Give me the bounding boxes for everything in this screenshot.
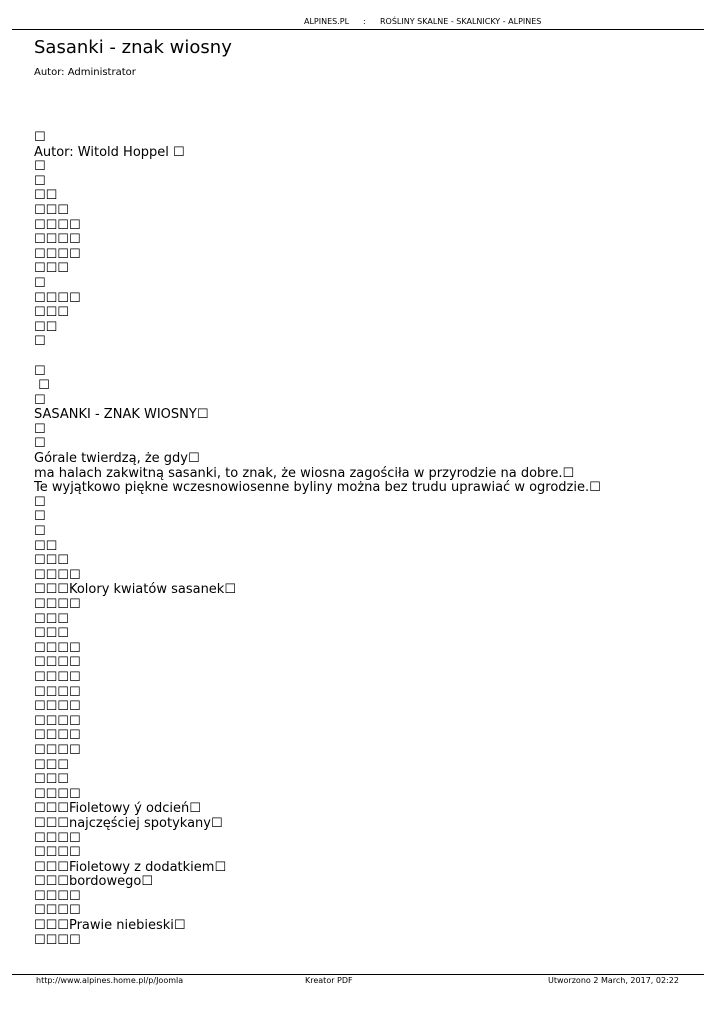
article-body	[34, 131, 704, 948]
body-line: ☐☐☐Prawie niebieski☐	[34, 918, 186, 934]
body-line: ma halach zakwitną sasanki, to znak, że wiosna zagościła w przyrodzie na dobre.☐	[34, 465, 575, 481]
body-line: ☐☐☐☐	[34, 903, 81, 919]
body-line: ☐☐☐☐	[34, 567, 81, 583]
body-line: ☐☐☐	[34, 553, 69, 569]
body-line: ☐☐☐	[34, 202, 69, 218]
body-line: ☐☐☐☐	[34, 232, 81, 248]
article-title: Sasanki - znak wiosny	[34, 37, 232, 58]
header-section-name: ROŚLINY SKALNE - SKALNICKY - ALPINES	[380, 17, 542, 26]
footer-url: http://www.alpines.home.pl/p/Joomla	[36, 976, 184, 985]
body-line: ☐	[34, 159, 46, 175]
footer-generator: Kreator PDF	[305, 976, 353, 985]
body-line: ☐☐☐☐	[34, 217, 81, 233]
body-line: ☐☐☐	[34, 261, 69, 277]
body-line: ☐☐☐	[34, 772, 69, 788]
body-line: ☐☐☐☐	[34, 830, 81, 846]
body-line: ☐☐☐	[34, 305, 69, 321]
body-line: Górale twierdzą, że gdy☐	[34, 451, 200, 467]
body-line: ☐☐☐☐	[34, 246, 81, 262]
body-line	[34, 350, 704, 365]
body-line: ☐☐☐☐	[34, 640, 81, 656]
body-line: ☐☐☐☐	[34, 669, 81, 685]
article-author: Autor: Administrator	[34, 67, 136, 78]
body-line: ☐☐	[34, 319, 58, 335]
footer-rule	[12, 974, 704, 975]
body-line: ☐☐☐☐	[34, 742, 81, 758]
body-line: ☐	[34, 421, 46, 437]
body-line: ☐☐☐najczęściej spotykany☐	[34, 815, 223, 831]
body-line: ☐☐☐☐	[34, 684, 81, 700]
body-line: ☐☐☐bordowego☐	[34, 874, 153, 890]
body-line: ☐	[34, 363, 46, 379]
body-line: ☐☐☐☐	[34, 713, 81, 729]
body-line: ☐	[34, 275, 46, 291]
header-rule	[12, 29, 704, 30]
body-line: ☐☐☐☐	[34, 597, 81, 612]
body-line: ☐☐☐☐	[34, 290, 81, 306]
body-line: ☐☐	[34, 538, 58, 554]
footer-created-date: Utworzono 2 March, 2017, 02:22	[548, 976, 679, 985]
body-line: ☐	[34, 173, 46, 189]
body-line: ☐☐	[34, 188, 58, 204]
body-line: ☐	[34, 392, 46, 408]
body-line: ☐☐☐	[34, 611, 69, 627]
body-line: ☐	[34, 334, 46, 350]
body-line: ☐☐☐☐	[34, 932, 81, 948]
body-line: Te wyjątkowo piękne wczesnowiosenne byliny można bez trudu uprawiać w ogrodzie.☐	[34, 480, 601, 496]
body-line: ☐☐☐Kolory kwiatów sasanek☐	[34, 582, 236, 598]
body-line: ☐	[34, 524, 46, 540]
body-line: ☐☐☐Fioletowy z dodatkiem☐	[34, 859, 227, 875]
header-separator: :	[363, 17, 366, 26]
page-header	[0, 14, 725, 30]
body-line: Autor: Witold Hoppel ☐	[34, 144, 185, 160]
body-line: ☐☐☐☐	[34, 786, 81, 802]
body-line: ☐☐☐☐	[34, 888, 81, 904]
body-line: ☐☐☐☐	[34, 699, 81, 715]
body-line: ☐	[34, 130, 46, 145]
body-line: ☐	[34, 436, 46, 452]
body-line: ☐	[34, 509, 46, 525]
body-line: ☐☐☐	[34, 757, 69, 773]
body-line: ☐☐☐☐	[34, 655, 81, 671]
body-line: ☐	[34, 378, 50, 394]
header-site-name: ALPINES.PL	[304, 17, 350, 26]
body-line: ☐☐☐	[34, 626, 69, 642]
body-line: ☐☐☐☐	[34, 728, 81, 744]
body-line: ☐	[34, 494, 46, 510]
body-line: SASANKI - ZNAK WIOSNY☐	[34, 407, 209, 423]
body-line: ☐☐☐☐	[34, 845, 81, 861]
body-line: ☐☐☐Fioletowy ý odcień☐	[34, 801, 201, 817]
